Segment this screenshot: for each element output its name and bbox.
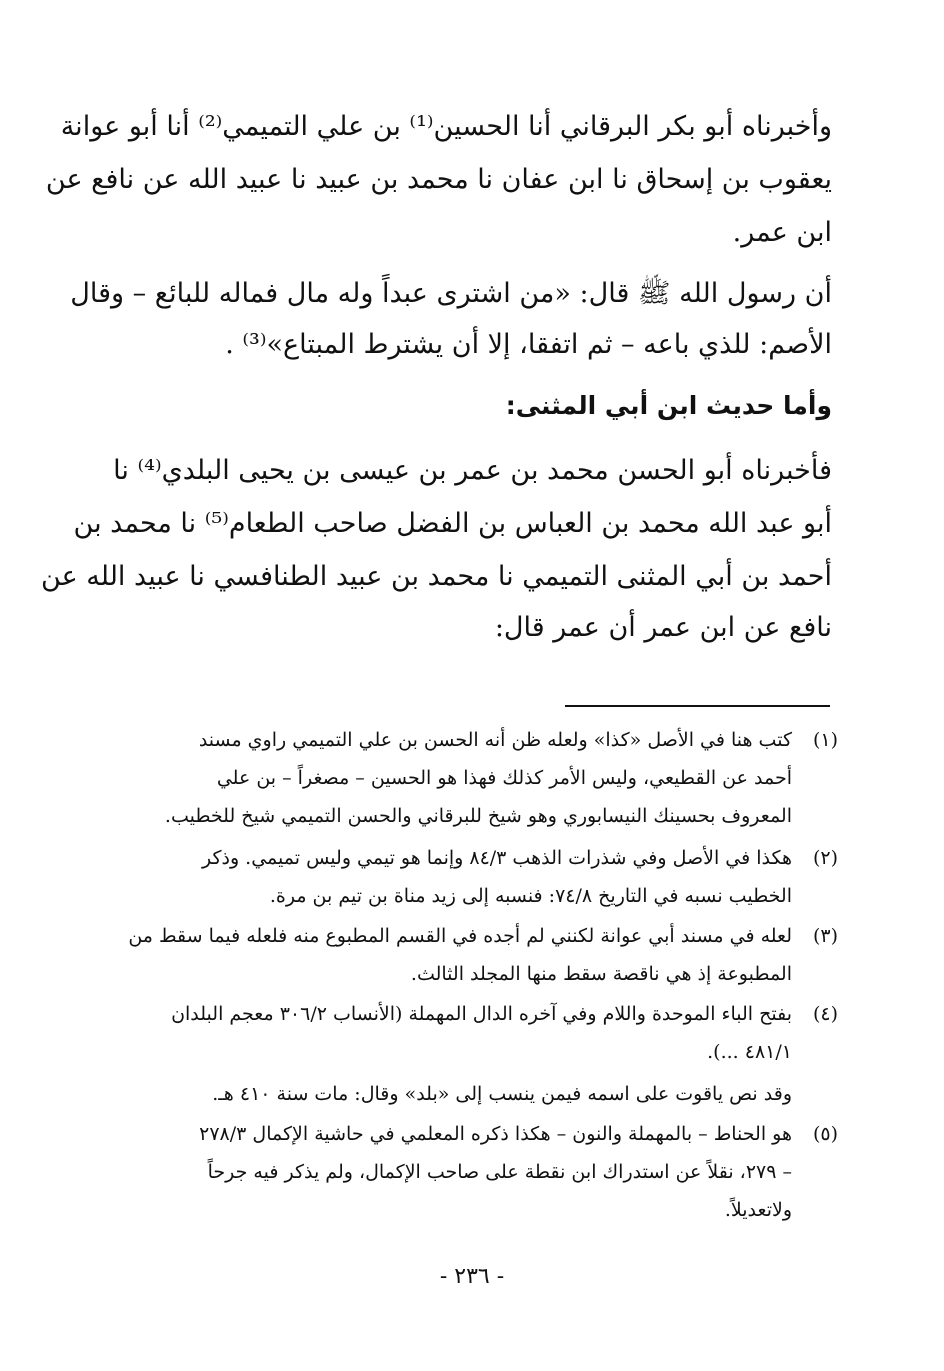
footnote-line: لعله في مسند أبي عوانة لكنني لم أجده في القسم المطبوع منه فلعله فيما سقط من: [128, 925, 792, 947]
footnote-number: (٤): [812, 1003, 838, 1025]
footnote-number: (٣): [812, 925, 838, 947]
footnote-line: كتب هنا في الأصل «كذا» ولعله ظن أنه الحسن بن علي التميمي راوي مسند: [198, 729, 792, 751]
footnote-separator: [565, 705, 830, 707]
footnote-line: الخطيب نسبه في التاريخ ٧٤/٨: فنسبه إلى زيد مناة بن تيم بن مرة.: [269, 885, 792, 907]
footnote-line: أحمد عن القطيعي، وليس الأمر كذلك فهذا هو الحسين – مصغراً – بن علي: [216, 767, 792, 789]
main-text-line: الأصم: للذي باعه – ثم اتفقا، إلا أن يشترط المبتاع»⁽³⁾ .: [225, 329, 832, 360]
footnote-line: المعروف بحسينك النيسابوري وهو شيخ للبرقاني والحسن التميمي شيخ للخطيب.: [164, 805, 792, 827]
footnote-line: المطبوعة إذ هي ناقصة سقط منها المجلد الثالث.: [410, 963, 792, 985]
footnote-extra-line: وقد نص ياقوت على اسمه فيمن ينسب إلى «بلد» وقال: مات سنة ٤١٠ هـ.: [212, 1083, 792, 1105]
main-text-line: وأخبرناه أبو بكر البرقاني أنا الحسين⁽¹⁾ بن علي التميمي⁽²⁾ أنا أبو عوانة: [60, 111, 832, 142]
footnote-line: – ٢٧٩، نقلاً عن استدراك ابن نقطة على صاحب الإكمال، ولم يذكر فيه جرحاً: [207, 1161, 792, 1183]
main-text-line: أحمد بن أبي المثنى التميمي نا محمد بن عبيد الطنافسي نا عبيد الله عن: [41, 561, 832, 592]
section-heading: وأما حديث ابن أبي المثنى:: [505, 391, 832, 420]
main-text-line: أبو عبد الله محمد بن العباس بن الفضل صاحب الطعام⁽⁵⁾ نا محمد بن: [73, 508, 832, 539]
footnote-line: هو الحناط – بالمهملة والنون – هكذا ذكره المعلمي في حاشية الإكمال ٢٧٨/٣: [199, 1123, 792, 1145]
footnote-line: ٤٨١/١ ...).: [707, 1041, 792, 1063]
main-text-line: أن رسول الله ﷺ قال: «من اشترى عبداً وله مال فماله للبائع – وقال: [70, 278, 832, 309]
page-number: - ٢٣٦ -: [439, 1264, 505, 1289]
footnote-line: هكذا في الأصل وفي شذرات الذهب ٨٤/٣ وإنما هو تيمي وليس تميمي. وذكر: [201, 847, 792, 869]
footnote-number: (٢): [812, 847, 838, 869]
main-text-line: فأخبرناه أبو الحسن محمد بن عمر بن عيسى بن يحيى البلدي⁽⁴⁾ نا: [113, 455, 832, 486]
main-text-line: يعقوب بن إسحاق نا ابن عفان نا محمد بن عبيد نا عبيد الله عن نافع عن: [45, 164, 832, 195]
main-text-line: ابن عمر.: [732, 217, 832, 248]
main-text-line: نافع عن ابن عمر أن عمر قال:: [494, 612, 832, 643]
footnote-line: بفتح الباء الموحدة واللام وفي آخره الدال المهملة (الأنساب ٣٠٦/٢ معجم البلدان: [171, 1003, 792, 1025]
footnote-number: (٥): [812, 1123, 838, 1145]
footnote-number: (١): [812, 729, 838, 751]
footnote-line: ولاتعديلاً.: [724, 1199, 792, 1221]
